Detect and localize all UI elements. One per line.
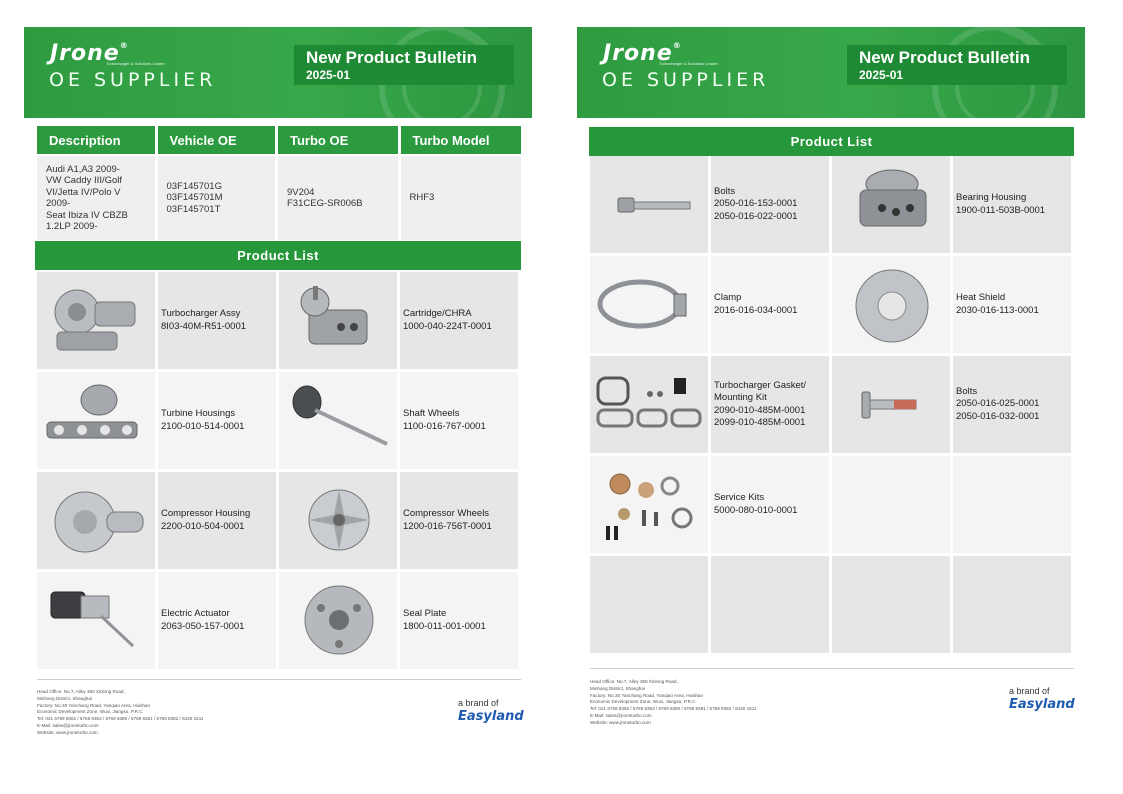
product-image — [37, 372, 155, 469]
product-image — [590, 256, 708, 353]
product-code: 2050-016-153-0001 — [714, 198, 798, 210]
product-list-header: Product List — [589, 127, 1074, 156]
footer-line: Minhang District, Shanghai — [590, 685, 645, 691]
service-kit-icon — [590, 456, 708, 553]
brand-prefix: a brand of — [1009, 686, 1050, 696]
spec-header-vehicle-oe: Vehicle OE — [158, 126, 276, 154]
empty-cell — [711, 556, 829, 653]
footer-divider — [37, 679, 521, 680]
turbocharger-assy-icon — [37, 272, 155, 369]
product-row — [590, 156, 1071, 253]
product-image — [832, 256, 950, 353]
product-info — [158, 372, 276, 469]
empty-cell — [832, 556, 950, 653]
header-banner — [24, 27, 532, 118]
heat-shield-icon — [832, 256, 950, 353]
product-row — [37, 272, 518, 369]
product-code: 1800-011-001-0001 — [403, 620, 486, 632]
seal-plate-icon — [279, 572, 397, 669]
footer-line: Factory: No.30 Yanchang Road, Yanqiao Area, Huishan — [590, 692, 704, 698]
product-name: Heat Shield — [956, 292, 1006, 303]
product-name: Service Kits — [714, 492, 765, 503]
compressor-wheel-icon — [279, 472, 397, 569]
product-code: 1900-011-503B-0001 — [956, 204, 1046, 216]
product-image — [590, 456, 708, 553]
footer-line: Head Office: No.7, Alley 360 Xinlong Road, — [590, 679, 678, 684]
empty-cell — [590, 556, 708, 653]
product-row — [37, 372, 518, 469]
product-info — [158, 272, 276, 369]
product-info — [711, 256, 829, 353]
product-image — [279, 272, 397, 369]
gasket-kit-icon — [590, 356, 708, 453]
bulletin-page-left — [24, 27, 532, 747]
product-code: 2050-016-032-0001 — [956, 410, 1040, 422]
product-image — [279, 572, 397, 669]
product-image — [590, 156, 708, 253]
bolt-icon — [590, 156, 708, 253]
product-name: Turbocharger Assy — [161, 308, 241, 319]
product-name: Compressor Housing — [161, 508, 251, 519]
product-image — [37, 572, 155, 669]
product-row — [37, 572, 518, 669]
bearing-housing-icon — [832, 156, 950, 253]
footer-contact — [590, 679, 756, 727]
brand-tagline: Turbocharger & Solutions Leader — [659, 61, 718, 66]
product-name: Bearing Housing — [956, 192, 1027, 203]
product-info — [400, 372, 518, 469]
product-info — [711, 356, 829, 453]
empty-cell — [953, 556, 1071, 653]
footer-line: Website: www.jroneturbo.com — [37, 729, 98, 735]
product-name: Shaft Wheels — [403, 408, 460, 419]
product-info — [953, 356, 1071, 453]
footer-line: Head Office: No.7, Alley 360 Xinlong Road, — [37, 689, 125, 694]
compressor-housing-icon — [37, 472, 155, 569]
product-code: 1000-040-224T-0001 — [403, 320, 492, 332]
footer-line: Factory: No.30 Yanchang Road, Yanqiao Area, Huishan — [37, 702, 151, 708]
bolt-short-icon — [832, 356, 950, 453]
footer-line: Tel: 021 6769 8362 / 6769 8363 / 6769 8380 / 6769 8381 / 6769 8382 / 6420 1511 — [37, 716, 204, 722]
product-list-header: Product List — [35, 241, 521, 270]
product-code: 2100-010-514-0001 — [161, 420, 245, 432]
empty-cell — [953, 456, 1071, 553]
product-code: 5000-080-010-0001 — [714, 504, 798, 516]
spec-table — [37, 126, 521, 240]
product-row — [590, 256, 1071, 353]
product-info — [158, 572, 276, 669]
product-name: Compressor Wheels — [403, 508, 490, 519]
product-code: 1100-016-767-0001 — [403, 420, 486, 432]
product-name: Seal Plate — [403, 608, 447, 619]
product-grid-right — [590, 156, 1071, 656]
product-info — [158, 472, 276, 569]
easyland-logo: Easyland — [458, 709, 524, 724]
bulletin-title: New Product Bulletin — [306, 48, 477, 67]
product-code: 2050-016-022-0001 — [714, 210, 798, 222]
spec-cell-turbo-model: RHF3 — [401, 156, 521, 240]
footer-line: Economic Development Zone, Wuxi, Jiangsu, P.R.C — [37, 709, 143, 715]
product-name: Bolts — [714, 185, 736, 197]
product-code: 8I03-40M-R51-0001 — [161, 320, 247, 332]
product-info — [953, 156, 1071, 253]
product-code: 2050-016-025-0001 — [956, 398, 1040, 410]
product-code: 2090-010-485M-0001 — [714, 404, 806, 416]
footer-line: Website: www.jroneturbo.com — [590, 719, 651, 725]
product-image — [279, 472, 397, 569]
easyland-logo: Easyland — [1009, 697, 1075, 712]
footer-contact — [37, 689, 203, 737]
bulletin-title: New Product Bulletin — [859, 48, 1030, 67]
product-info — [400, 472, 518, 569]
header-banner — [577, 27, 1085, 118]
product-image — [832, 356, 950, 453]
brand-logo: Jrone® — [603, 41, 682, 66]
oe-supplier-label: OE SUPPLIER — [602, 69, 770, 91]
footer-line: E-Mail: sales@jroneturbo.com — [590, 712, 652, 718]
product-name: Electric Actuator — [161, 608, 230, 619]
product-grid-left — [37, 272, 518, 672]
spec-header-turbo-model: Turbo Model — [401, 126, 521, 154]
brand-logo: Jrone® — [50, 41, 129, 66]
product-info — [953, 256, 1071, 353]
footer-line: Tel: 021 6769 8362 / 6769 8363 / 6769 8380 / 6769 8381 / 6769 8382 / 6420 1511 — [590, 706, 757, 712]
footer-line: Economic Development Zone, Wuxi, Jiangsu, P.R.C — [590, 699, 696, 705]
shaft-wheel-icon — [279, 372, 397, 469]
clamp-icon — [590, 256, 708, 353]
turbine-housing-icon — [37, 372, 155, 469]
cartridge-chra-icon — [279, 272, 397, 369]
spec-header-description: Description — [37, 126, 155, 154]
spec-cell-description: Audi A1,A3 2009- VW Caddy III/Golf VI/Jetta IV/Polo V 2009- Seat Ibiza IV CBZB 1.2LP 2009- — [37, 156, 155, 240]
product-name: Turbocharger Gasket/ Mounting Kit — [714, 379, 807, 403]
product-image — [590, 356, 708, 453]
bulletin-date: 2025-01 — [306, 68, 351, 82]
product-name: Cartridge/CHRA — [403, 308, 472, 319]
product-code: 2063-050-157-0001 — [161, 620, 245, 632]
product-code: 2099-010-485M-0001 — [714, 417, 806, 428]
spec-header-turbo-oe: Turbo OE — [278, 126, 398, 154]
product-info — [711, 156, 829, 253]
bulletin-title-box — [294, 45, 514, 85]
product-name: Clamp — [714, 292, 742, 303]
empty-cell — [832, 456, 950, 553]
bulletin-title-box — [847, 45, 1067, 85]
product-name: Bolts — [956, 385, 978, 397]
product-image — [279, 372, 397, 469]
product-row — [590, 456, 1071, 553]
footer-divider — [590, 668, 1074, 669]
product-code: 2030-016-113-0001 — [956, 304, 1039, 316]
product-info — [711, 456, 829, 553]
product-info — [400, 272, 518, 369]
bulletin-date: 2025-01 — [859, 68, 904, 82]
product-info — [400, 572, 518, 669]
product-image — [832, 156, 950, 253]
product-row — [590, 556, 1071, 653]
product-code: 2016-016-034-0001 — [714, 304, 798, 316]
oe-supplier-label: OE SUPPLIER — [49, 69, 217, 91]
product-image — [37, 472, 155, 569]
brand-tagline: Turbocharger & Solutions Leader — [106, 61, 165, 66]
brand-prefix: a brand of — [458, 698, 499, 708]
product-row — [590, 356, 1071, 453]
electric-actuator-icon — [37, 572, 155, 669]
product-row — [37, 472, 518, 569]
product-code: 1200-016-756T-0001 — [403, 520, 492, 532]
product-code: 2200-010-504-0001 — [161, 520, 245, 532]
product-name: Turbine Housings — [161, 408, 236, 419]
product-image — [37, 272, 155, 369]
footer-line: Minhang District, Shanghai — [37, 695, 92, 701]
footer-line: E-Mail: sales@jroneturbo.com — [37, 722, 99, 728]
spec-cell-vehicle-oe: 03F145701G 03F145701M 03F145701T — [158, 156, 276, 240]
spec-cell-turbo-oe: 9V204 F31CEG-SR006B — [278, 156, 398, 240]
bulletin-page-right — [577, 27, 1085, 747]
